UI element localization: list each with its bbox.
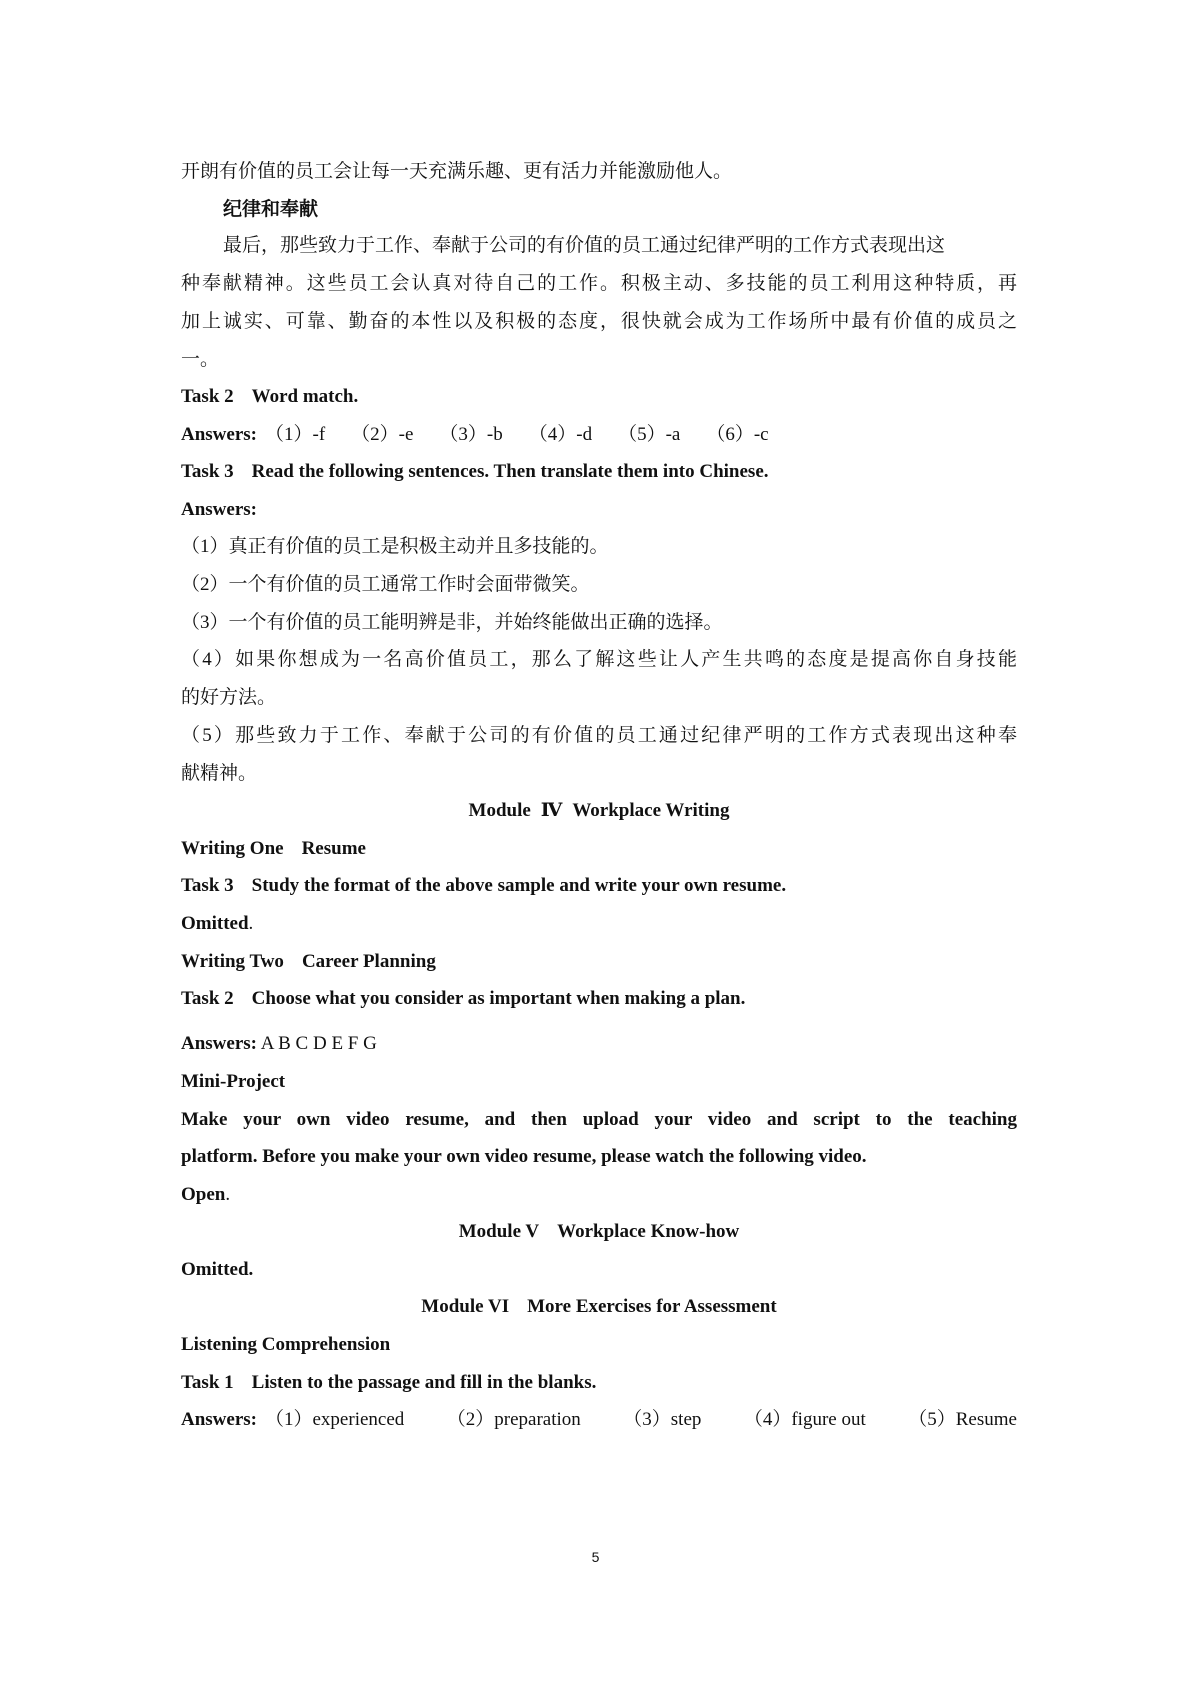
task-label: Task 3 [181,461,234,482]
mini-project-text: Make your own video resume, and then upload your video and script to the teaching [181,1109,1017,1130]
page-number: 5 [591,1549,600,1565]
omitted-note: Omitted. [181,1259,254,1280]
task-heading [181,873,1017,899]
omitted-note [181,911,1017,937]
answers-value: A B C D E F G [257,1033,377,1054]
answer-item: （5）-a [618,424,681,445]
task-title: Choose what you consider as important when making a plan. [251,988,746,1009]
module-prefix: Module V [458,1221,540,1242]
writing-label: Writing One [181,838,284,859]
translation-answer: （5）那些致力于工作、奉献于公司的有价值的员工通过纪律严明的工作方式表现出这种奉 [181,725,1017,746]
period: . [248,913,254,934]
answer-item: （3）step [623,1409,702,1430]
writing-title: Resume [301,838,366,859]
open-label: Open [181,1184,226,1205]
listening-answers [181,1407,1017,1433]
writing-title: Career Planning [301,951,436,972]
planning-answers [181,1031,1017,1057]
paragraph-line: 种奉献精神。这些员工会认真对待自己的工作。积极主动、多技能的员工利用这种特质，再 [181,273,1017,294]
translation-answer: （4）如果你想成为一名高价值员工，那么了解这些让人产生共鸣的态度是提高你自身技能 [181,649,1017,670]
word-match-answers [181,422,1017,448]
module-number: Ⅳ [540,800,563,821]
task-label: Task 1 [181,1372,234,1393]
answer-item: （3）-b [439,424,503,445]
paragraph-line: 最后，那些致力于工作、奉献于公司的有价值的员工通过纪律严明的工作方式表现出这 [223,235,946,256]
module-title: Workplace Know-how [557,1221,740,1242]
task-title: Read the following sentences. Then translate them into Chinese. [251,461,769,482]
answer-item: （4）-d [528,424,593,445]
answer-item: （1）experienced [265,1409,405,1430]
translation-answer: （3）一个有价值的员工能明辨是非，并始终能做出正确的选择。 [181,612,723,633]
task-title: Word match. [251,386,359,407]
translation-answer: （1）真正有价值的员工是积极主动并且多技能的。 [181,536,609,557]
module-prefix: Module VI [421,1296,510,1317]
module-heading [181,798,1017,824]
translation-answer: （2）一个有价值的员工通常工作时会面带微笑。 [181,574,590,595]
paragraph-line: 加上诚实、可靠、勤奋的本性以及积极的态度，很快就会成为工作场所中最有价值的成员之 [181,311,1017,332]
omitted-label: Omitted [181,913,249,934]
answer-item: （6）-c [706,424,769,445]
writing-heading [181,949,1017,975]
task-label: Task 3 [181,875,234,896]
task-heading [181,459,1017,485]
module-heading [181,1294,1017,1320]
writing-label: Writing Two [181,951,284,972]
task-heading [181,384,1017,410]
answer-item: （2）-e [351,424,414,445]
task-heading [181,986,1017,1012]
answer-item: （4）figure out [743,1409,866,1430]
task-label: Task 2 [181,988,234,1009]
answers-label: Answers: [181,424,257,445]
section-heading: Listening Comprehension [181,1334,391,1355]
open-note [181,1182,1017,1208]
mini-project-text: platform. Before you make your own video resume, please watch the following video. [181,1146,867,1167]
task-title: Study the format of the above sample and write your own resume. [251,875,787,896]
task-heading [181,1370,1017,1396]
translation-answer-continued: 献精神。 [181,763,258,784]
answer-item: （5）Resume [908,1409,1017,1430]
answers-label: Answers: [181,1033,257,1054]
answer-item: （2）preparation [446,1409,581,1430]
answers-label: Answers: [181,1409,257,1430]
module-title: Workplace Writing [572,800,730,821]
writing-heading [181,836,1017,862]
module-prefix: Module [468,800,531,821]
paragraph-line: 一。 [181,349,220,370]
period: . [225,1184,231,1205]
section-heading: 纪律和奉献 [223,199,319,220]
paragraph-line: 开朗有价值的员工会让每一天充满乐趣、更有活力并能激励他人。 [181,161,733,182]
task-label: Task 2 [181,386,234,407]
module-heading [181,1219,1017,1245]
mini-project-heading: Mini-Project [181,1071,286,1092]
task-title: Listen to the passage and fill in the blanks. [251,1372,597,1393]
answers-first [181,1407,404,1433]
answers-label: Answers: [181,499,257,520]
answer-item: （1）-f [265,424,326,445]
translation-answer-continued: 的好方法。 [181,687,277,708]
module-title: More Exercises for Assessment [527,1296,777,1317]
